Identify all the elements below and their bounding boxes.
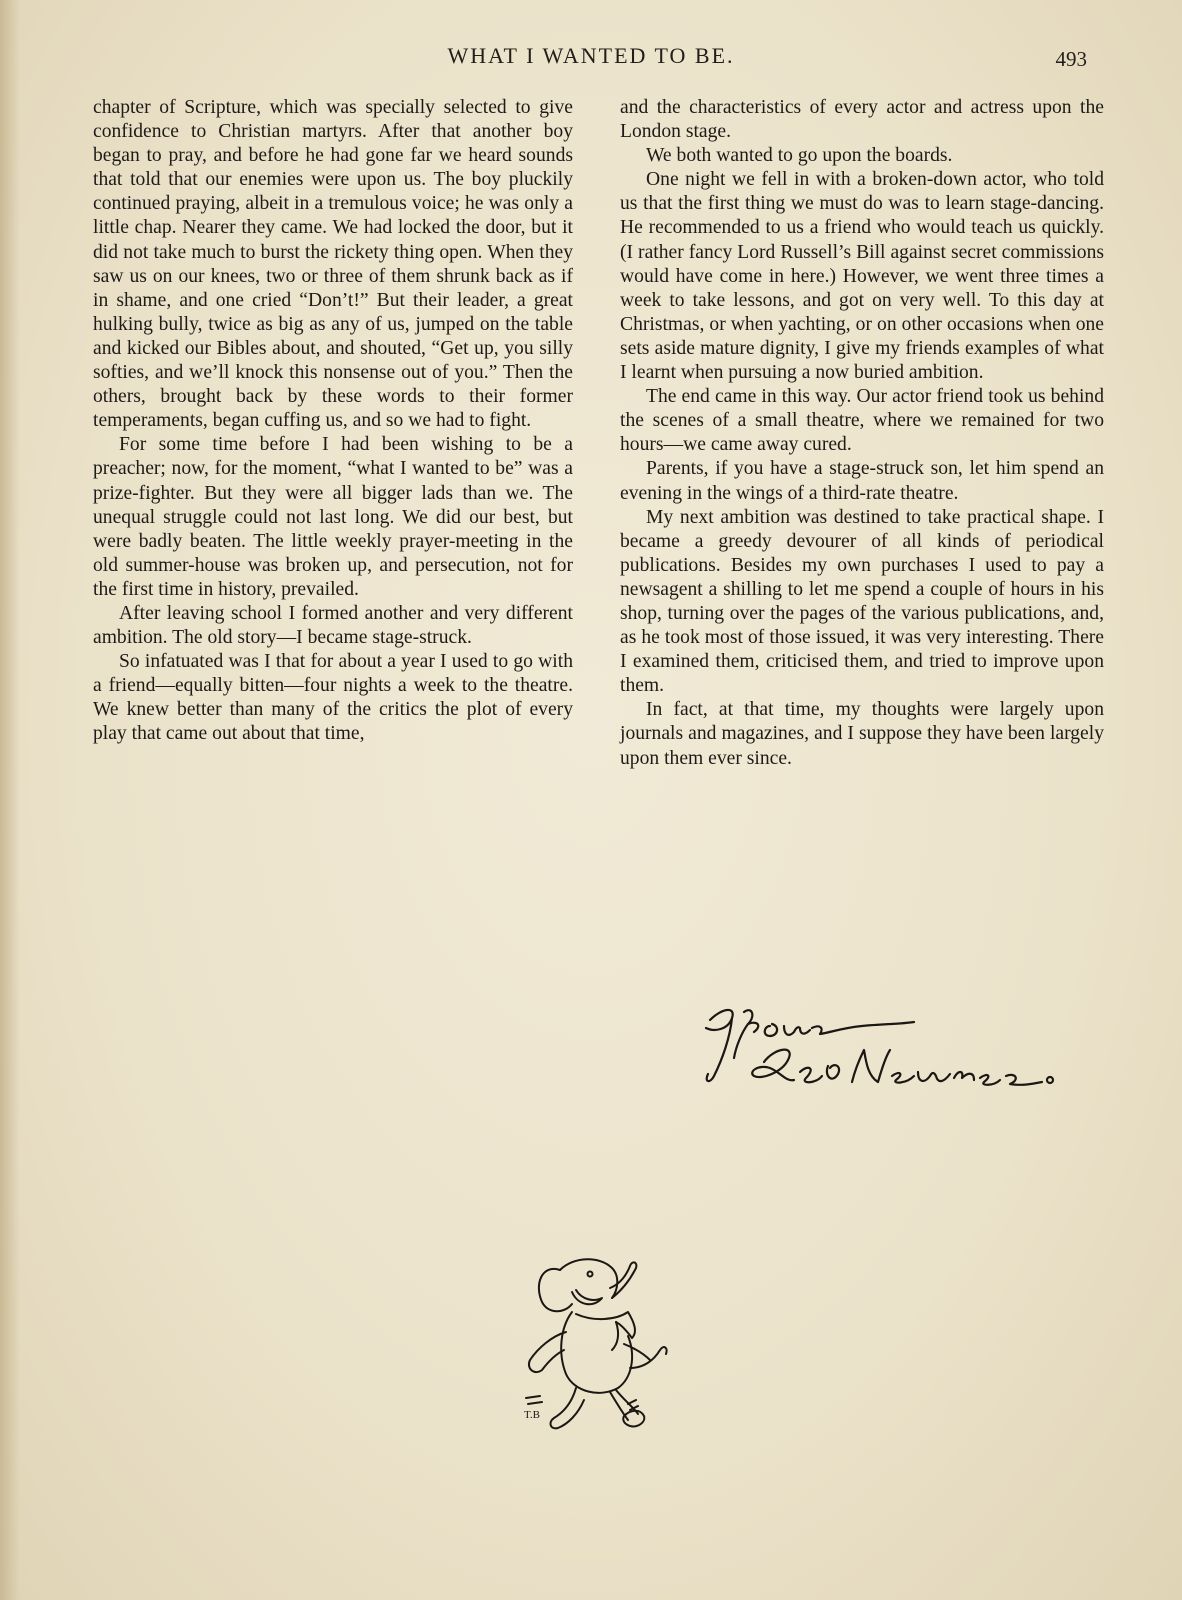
elephant-cartoon xyxy=(520,1250,690,1450)
right-paragraph-1: and the characteristics of every actor and actress upon the London stage. xyxy=(620,97,1104,143)
page-number: 493 xyxy=(1055,47,1087,71)
page-header xyxy=(0,40,1182,74)
right-paragraph-2: We both wanted to go upon the boards. xyxy=(646,145,953,167)
right-paragraph-3: One night we fell in with a broken-down actor, who told us that the first thing we must do was to learn stage-dancing. He recommended to us a friend who would teach us quickly. (I rather fancy Lord Russell’s Bill against secret commissions would have come in here.) However, we went three times a week to take lessons, and got on very well. To this day at Christmas, or when yachting, or on other occasions when one sets aside mature dignity, I give my friends examples of what I learnt when pursuing a now buried ambition. xyxy=(620,169,1104,384)
elephant-drawing xyxy=(520,1250,690,1450)
right-paragraph-7: In fact, at that time, my thoughts were largely upon journals and magazines, and I suppose they have been largely upon them ever since. xyxy=(620,699,1104,769)
cartoon-initials: T.B xyxy=(524,1409,540,1421)
right-paragraph-5: Parents, if you have a stage-struck son, let him spend an evening in the wings of a third-rate theatre. xyxy=(620,458,1104,504)
left-paragraph-4: So infatuated was I that for about a year I used to go with a friend—equally bitten—four nights a week to the theatre. We knew better than many of the critics the plot of every play that came out about that time, xyxy=(93,651,573,745)
right-paragraph-6: My next ambition was destined to take practical shape. I became a greedy devourer of all kinds of periodical publications. Besides my own purchases I used to pay a newsagent a shilling to let me spend a couple of hours in his shop, turning over the pages of the various publications, and, as he took most of those issued, it was very interesting. There I examined them, criticised them, and tried to improve upon them. xyxy=(620,506,1104,697)
left-paragraph-1: chapter of Scripture, which was specially selected to give confidence to Christian martyrs. After that another boy began to pray, and before he had gone far we heard sounds that told that our enemies were upon us. The boy pluckily continued praying, albeit in a tremulous voice; he was only a little chap. Nearer they came. We had locked the door, but it did not take much to burst the rickety thing open. When they saw us on our knees, two or three of them shrunk back as if in shame, and one cried “Don’t!” But their leader, a great hulking bully, twice as big as any of us, jumped on the table and kicked our Bibles about, and shouted, “Get up, you silly softies, and we’ll knock this nonsense out of you.” Then the others, brought back by these words to their former temperaments, began cuffing us, and so we had to fight. xyxy=(93,97,573,432)
left-paragraph-2: For some time before I had been wishing to be a preacher; now, for the moment, “what I wanted to be” was a prize-fighter. But they were all bigger lads than we. The unequal struggle could not last long. We did our best, but were badly beaten. The little weekly prayer-meeting in the old summer-house was broken up, and persecution, not for the first time in history, prevailed. xyxy=(93,434,573,600)
signature-drawing xyxy=(692,998,1072,1118)
handwritten-signature xyxy=(692,998,1072,1118)
binding-shadow xyxy=(0,0,20,1600)
left-paragraph-3: After leaving school I formed another and very different ambition. The old story—I became stage-struck. xyxy=(93,602,573,649)
right-paragraph-4: The end came in this way. Our actor friend took us behind the scenes of a small theatre, where we remained for two hours—we came away cured. xyxy=(620,386,1104,456)
right-column xyxy=(620,96,1104,771)
running-title: WHAT I WANTED TO BE. xyxy=(447,43,735,68)
left-column xyxy=(93,96,573,747)
